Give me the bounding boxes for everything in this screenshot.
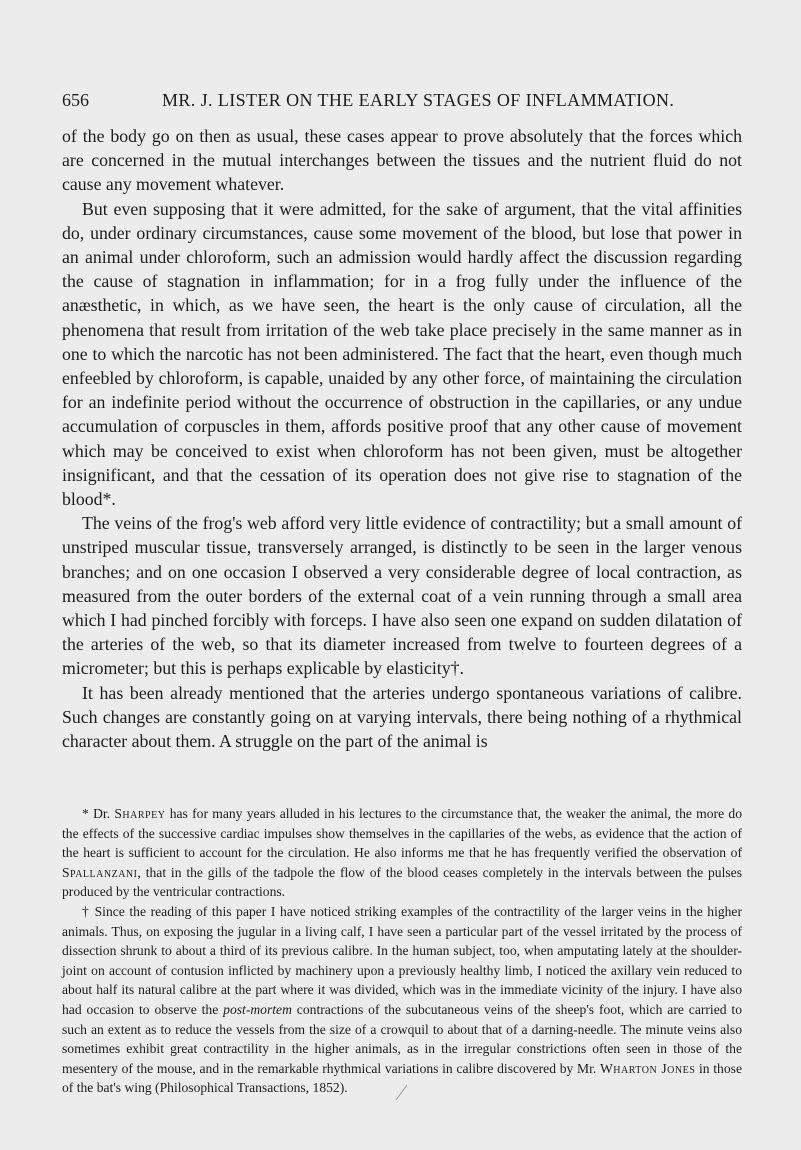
main-text bbox=[62, 124, 742, 753]
paragraph-vital-affinities: But even supposing that it were admitted, for the sake of argument, that the vital affinities do, under ordinary circumstances, cause some movement of the blood, but lose that power in an animal under chloroform, such an admission would hardly affect the discussion regarding the cause of stagnation in inflammation; for in a frog fully under the influence of the anæsthetic, in which, as we have seen, the heart is the only cause of circulation, all the phenomena that result from irritation of the web take place precisely in the same manner as in one to which the narcotic has not been administered. The fact that the heart, even though much enfeebled by chloroform, is capable, unaided by any other force, of maintaining the circulation for an indefinite period without the occurrence of obstruction in the capillaries, or any undue accumulation of corpuscles in them, affords positive proof that any other cause of movement which may be conceived to exist when chloroform has not been given, must be altogether insignificant, and that the cessation of its operation does not give rise to stagnation of the blood*. bbox=[62, 198, 742, 510]
footnote-veins-text-3: in those of the bat's wing (Philosophical Transactions, 1852). bbox=[62, 1060, 742, 1096]
footnote-marker-asterisk: * bbox=[82, 806, 89, 821]
footnote-sharpey-text-2: , that in the gills of the tadpole the flow of the blood ceases completely in the intervals between the pulses produced by the ventricular contractions. bbox=[62, 864, 742, 900]
paragraph-veins-contractility: The veins of the frog's web afford very little evidence of contractility; but a small amount of unstriped muscular tissue, transversely arranged, is distinctly to be seen in the larger venous branches; and on one occasion I observed a very considerable degree of local contraction, as measured from the outer borders of the external coat of a vein running through a small area which I had pinched forcibly with forceps. I have also seen one expand on sudden dilatation of the arteries of the web, so that its diameter increased from twelve to fourteen degrees of a micrometer; but this is perhaps explicable by elasticity†. bbox=[62, 513, 742, 679]
footnote-sharpey: * Dr. Sharpey has for many years alluded in his lectures to the circumstance that, the weaker the animal, the more do the effects of the successive cardiac impulses show themselves in the capillaries of the webs, as evidence that the action of the heart is sufficient to account for the circulation. He also informs me that he has frequently verified the observation of Spallanzani, that in the gills of the tadpole the flow of the blood ceases completely in the intervals between the pulses produced by the ventricular contractions. bbox=[62, 806, 742, 900]
footnote-marker-dagger: † bbox=[82, 903, 90, 919]
footnote-veins-text-2: contractions of the subcutaneous veins of the sheep's foot, which are carried to such an extent as to reduce the vessels from the size of a crowquil to about that of a darning-needle. The minute veins also sometimes exhibit great contractility in the higher animals, as in the irregular constrictions often seen in those of the mesentery of the mouse, and in the remarkable rhythmical variations in calibre discovered by Mr. bbox=[62, 1001, 742, 1076]
running-title: MR. J. LISTER ON THE EARLY STAGES OF INFLAMMATION. bbox=[162, 90, 675, 110]
paragraph-arteries-variations: It has been already mentioned that the arteries undergo spontaneous variations of calibre. Such changes are constantly going on at varying intervals, there being nothing of a rhythmical character about them. A struggle on the part of the animal is bbox=[62, 682, 742, 752]
footnote-sharpey-text-1: has for many years alluded in his lectures to the circumstance that, the weaker the animal, the more do the effects of the successive cardiac impulses show themselves in the capillaries of the webs, as evidence that the action of the heart is sufficient to account for the circulation. He also informs me that he has frequently verified the observation of bbox=[62, 806, 742, 861]
footnotes bbox=[62, 804, 742, 1098]
page-number: 656 bbox=[62, 90, 89, 110]
pencil-stroke-mark bbox=[393, 1082, 411, 1102]
paragraph-continuation: of the body go on then as usual, these cases appear to prove absolutely that the forces which are concerned in the mutual interchanges between the tissues and the nutrient fluid do not cause any movement whatever. bbox=[62, 126, 742, 195]
name-sharpey: Sharpey bbox=[114, 806, 166, 821]
name-spallanzani: Spallanzani bbox=[62, 864, 138, 880]
footnote-veins bbox=[62, 902, 742, 1098]
name-wharton-jones: Wharton Jones bbox=[599, 1060, 696, 1076]
term-post-mortem: post-mortem bbox=[223, 1001, 292, 1017]
footnote-veins-text-1: Since the reading of this paper I have noticed striking examples of the contractility of the larger veins in the higher animals. Thus, on exposing the jugular in a living calf, I have seen a particular part of the vessel irritated by the process of dissection shrunk to about a third of its previous calibre. In the human subject, too, when amputating lately at the shoulder-joint on account of contusion inflicted by machinery upon a previously healthy limb, I noticed the axillary vein reduced to about half its natural calibre at the part where it was divided, which was in the immediate vicinity of the injury. I have also had occasion to observe the bbox=[62, 903, 742, 1017]
running-header bbox=[62, 88, 742, 112]
